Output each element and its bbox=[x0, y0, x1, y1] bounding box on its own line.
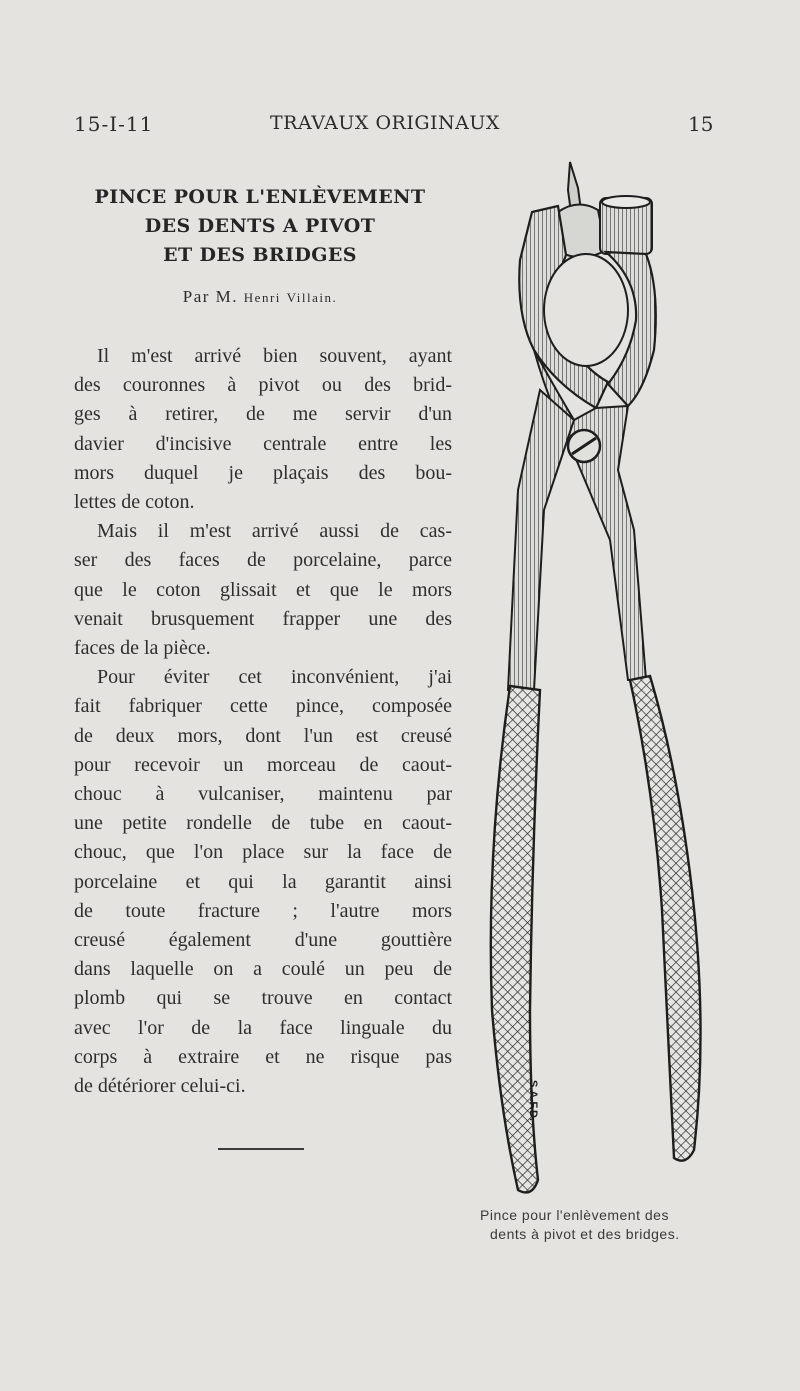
text-line: creusé également d'une gouttière bbox=[74, 929, 452, 952]
end-rule bbox=[218, 1148, 304, 1150]
jaw-opening bbox=[544, 254, 628, 366]
author-first-name: Henri bbox=[243, 290, 281, 305]
text-line: Il m'est arrivé bien souvent, ayant bbox=[97, 345, 452, 367]
title-line: ET DES BRIDGES bbox=[163, 244, 357, 266]
section-title: TRAVAUX ORIGINAUX bbox=[270, 112, 500, 134]
text-line: porcelaine et qui la garantit ainsi bbox=[74, 870, 452, 893]
text-line: ges à retirer, de me servir d'un bbox=[74, 403, 452, 426]
text-line: dans laquelle on a coulé un peu de bbox=[74, 958, 452, 981]
title-line: PINCE POUR L'ENLÈVEMENT bbox=[94, 186, 426, 208]
article-body bbox=[74, 342, 452, 1101]
text-line: chouc, que l'on place sur la face de bbox=[74, 841, 452, 864]
dental-forceps-illustration bbox=[478, 150, 748, 1210]
handle-stamp: S.A.F.D. bbox=[527, 1080, 539, 1121]
text-line: des couronnes à pivot ou des brid- bbox=[74, 374, 452, 397]
caption-line: dents à pivot et des bridges. bbox=[490, 1226, 680, 1242]
text-line: plomb qui se trouve en contact bbox=[74, 987, 452, 1010]
paragraph bbox=[74, 517, 452, 663]
paragraph bbox=[74, 342, 452, 517]
text-line: Pour éviter cet inconvénient, j'ai bbox=[97, 666, 452, 689]
text-line: Mais il m'est arrivé aussi de cas- bbox=[97, 520, 452, 543]
page-number: 15 bbox=[688, 112, 714, 136]
text-line: faces de la pièce. bbox=[74, 637, 211, 660]
text-line: venait brusquement frapper une des bbox=[74, 607, 452, 630]
caption-line: Pince pour l'enlèvement des bbox=[480, 1207, 669, 1223]
text-line: ser des faces de porcelaine, parce bbox=[74, 549, 452, 572]
text-line: de toute fracture ; l'autre mors bbox=[74, 899, 452, 922]
issue-date: 15-I-11 bbox=[74, 112, 154, 136]
text-line: avec l'or de la face linguale du bbox=[74, 1016, 452, 1039]
text-line: que le coton glissait et que le mors bbox=[74, 578, 452, 601]
text-line: davier d'incisive centrale entre les bbox=[74, 432, 452, 455]
text-line: une petite rondelle de tube en caout- bbox=[74, 812, 452, 835]
figure-caption bbox=[470, 1206, 730, 1244]
text-line: fait fabriquer cette pince, composée bbox=[74, 695, 452, 718]
text-line: de détériorer celui-ci. bbox=[74, 1075, 246, 1098]
text-line: mors duquel je plaçais des bou- bbox=[74, 461, 452, 484]
byline-prefix: Par M. bbox=[182, 287, 239, 306]
text-line: lettes de coton. bbox=[74, 491, 195, 514]
author-last-name: Villain. bbox=[286, 290, 338, 305]
text-line: pour recevoir un morceau de caout- bbox=[74, 753, 452, 776]
byline bbox=[60, 287, 460, 307]
text-line: corps à extraire et ne risque pas bbox=[74, 1045, 452, 1068]
text-line: de deux mors, dont l'un est creusé bbox=[74, 724, 452, 747]
paragraph bbox=[74, 663, 452, 1101]
text-line: chouc à vulcaniser, maintenu par bbox=[74, 783, 452, 806]
title-line: DES DENTS A PIVOT bbox=[144, 215, 376, 237]
running-head bbox=[0, 112, 800, 142]
article-title bbox=[60, 183, 460, 270]
right-handle bbox=[630, 676, 701, 1161]
